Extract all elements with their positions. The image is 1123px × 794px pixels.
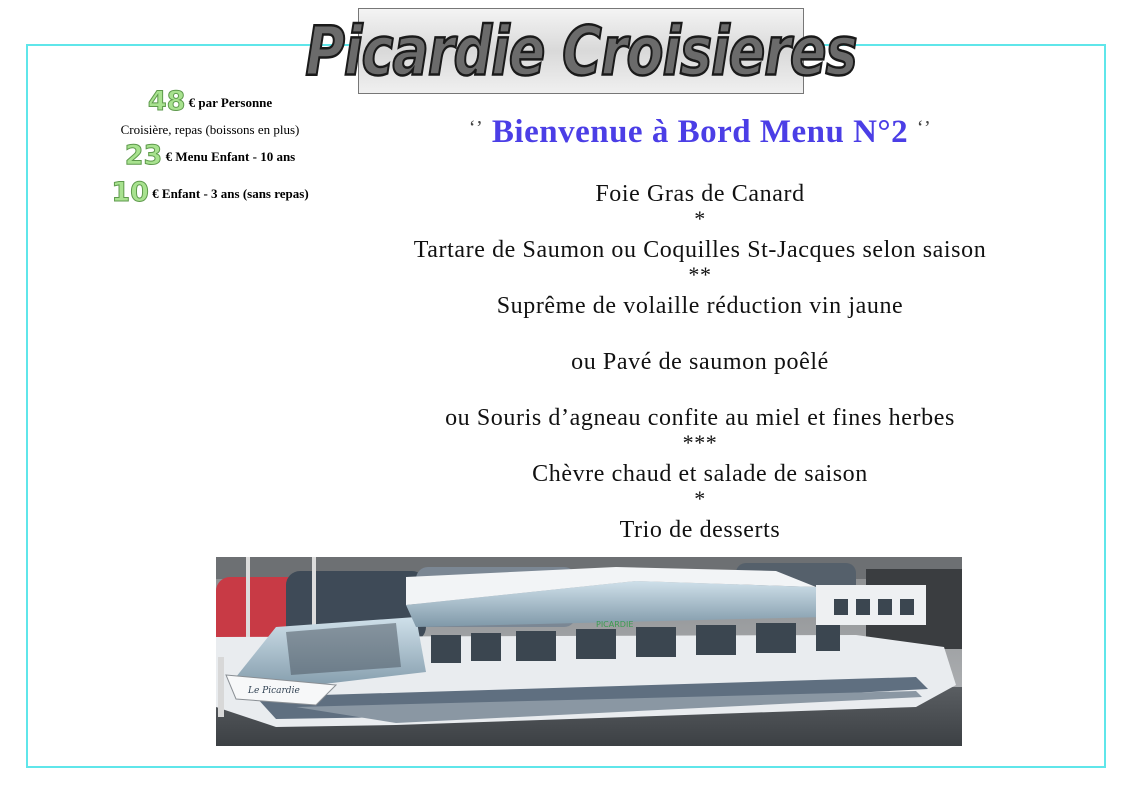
- menu-blank: [330, 376, 1070, 404]
- menu-main-3: ou Souris d’agneau confite au miel et fines herbes: [445, 405, 955, 431]
- title-text: Bienvenue à Bord Menu N°2: [491, 114, 909, 150]
- price-child-3: [60, 177, 360, 209]
- price-amount: 10: [111, 176, 149, 208]
- price-note: Croisière, repas (boissons en plus): [120, 122, 300, 138]
- menu-blank: [330, 320, 1070, 348]
- price-amount: 48: [147, 86, 186, 117]
- price-label: € Menu Enfant - 10 ans: [165, 149, 296, 165]
- price-amount: 23: [124, 140, 163, 172]
- open-quote: ‘’: [468, 117, 484, 139]
- price-child-10: [60, 140, 360, 172]
- price-label: € Enfant - 3 ans (sans repas): [152, 185, 309, 201]
- boat-name: Le Picardie: [248, 686, 300, 696]
- menu-starter: Foie Gras de Canard: [595, 181, 805, 207]
- menu-main-2: ou Pavé de saumon poêlé: [571, 349, 829, 375]
- menu-separator: *: [694, 486, 706, 511]
- logo-text: Picardie Croisieres: [305, 11, 857, 91]
- menu-dessert: Trio de desserts: [619, 517, 781, 543]
- menu-separator: **: [688, 262, 712, 287]
- menu-main-1: Suprême de volaille réduction vin jaune: [496, 293, 904, 319]
- menu-separator: *: [694, 206, 706, 231]
- menu-list: [330, 180, 1070, 544]
- menu-separator: ***: [682, 430, 718, 455]
- price-adult: [60, 86, 360, 118]
- logo: [305, 8, 857, 94]
- menu-cheese: Chèvre chaud et salade de saison: [532, 461, 868, 487]
- menu-title: [330, 114, 1070, 151]
- hull-label: PICARDIE: [596, 620, 634, 629]
- menu-fish: Tartare de Saumon ou Coquilles St-Jacques selon saison: [413, 237, 987, 263]
- close-quote: ‘’: [916, 117, 932, 139]
- price-list: [60, 86, 360, 209]
- boat-photo-icon: [216, 557, 962, 746]
- price-label: € par Personne: [188, 95, 273, 110]
